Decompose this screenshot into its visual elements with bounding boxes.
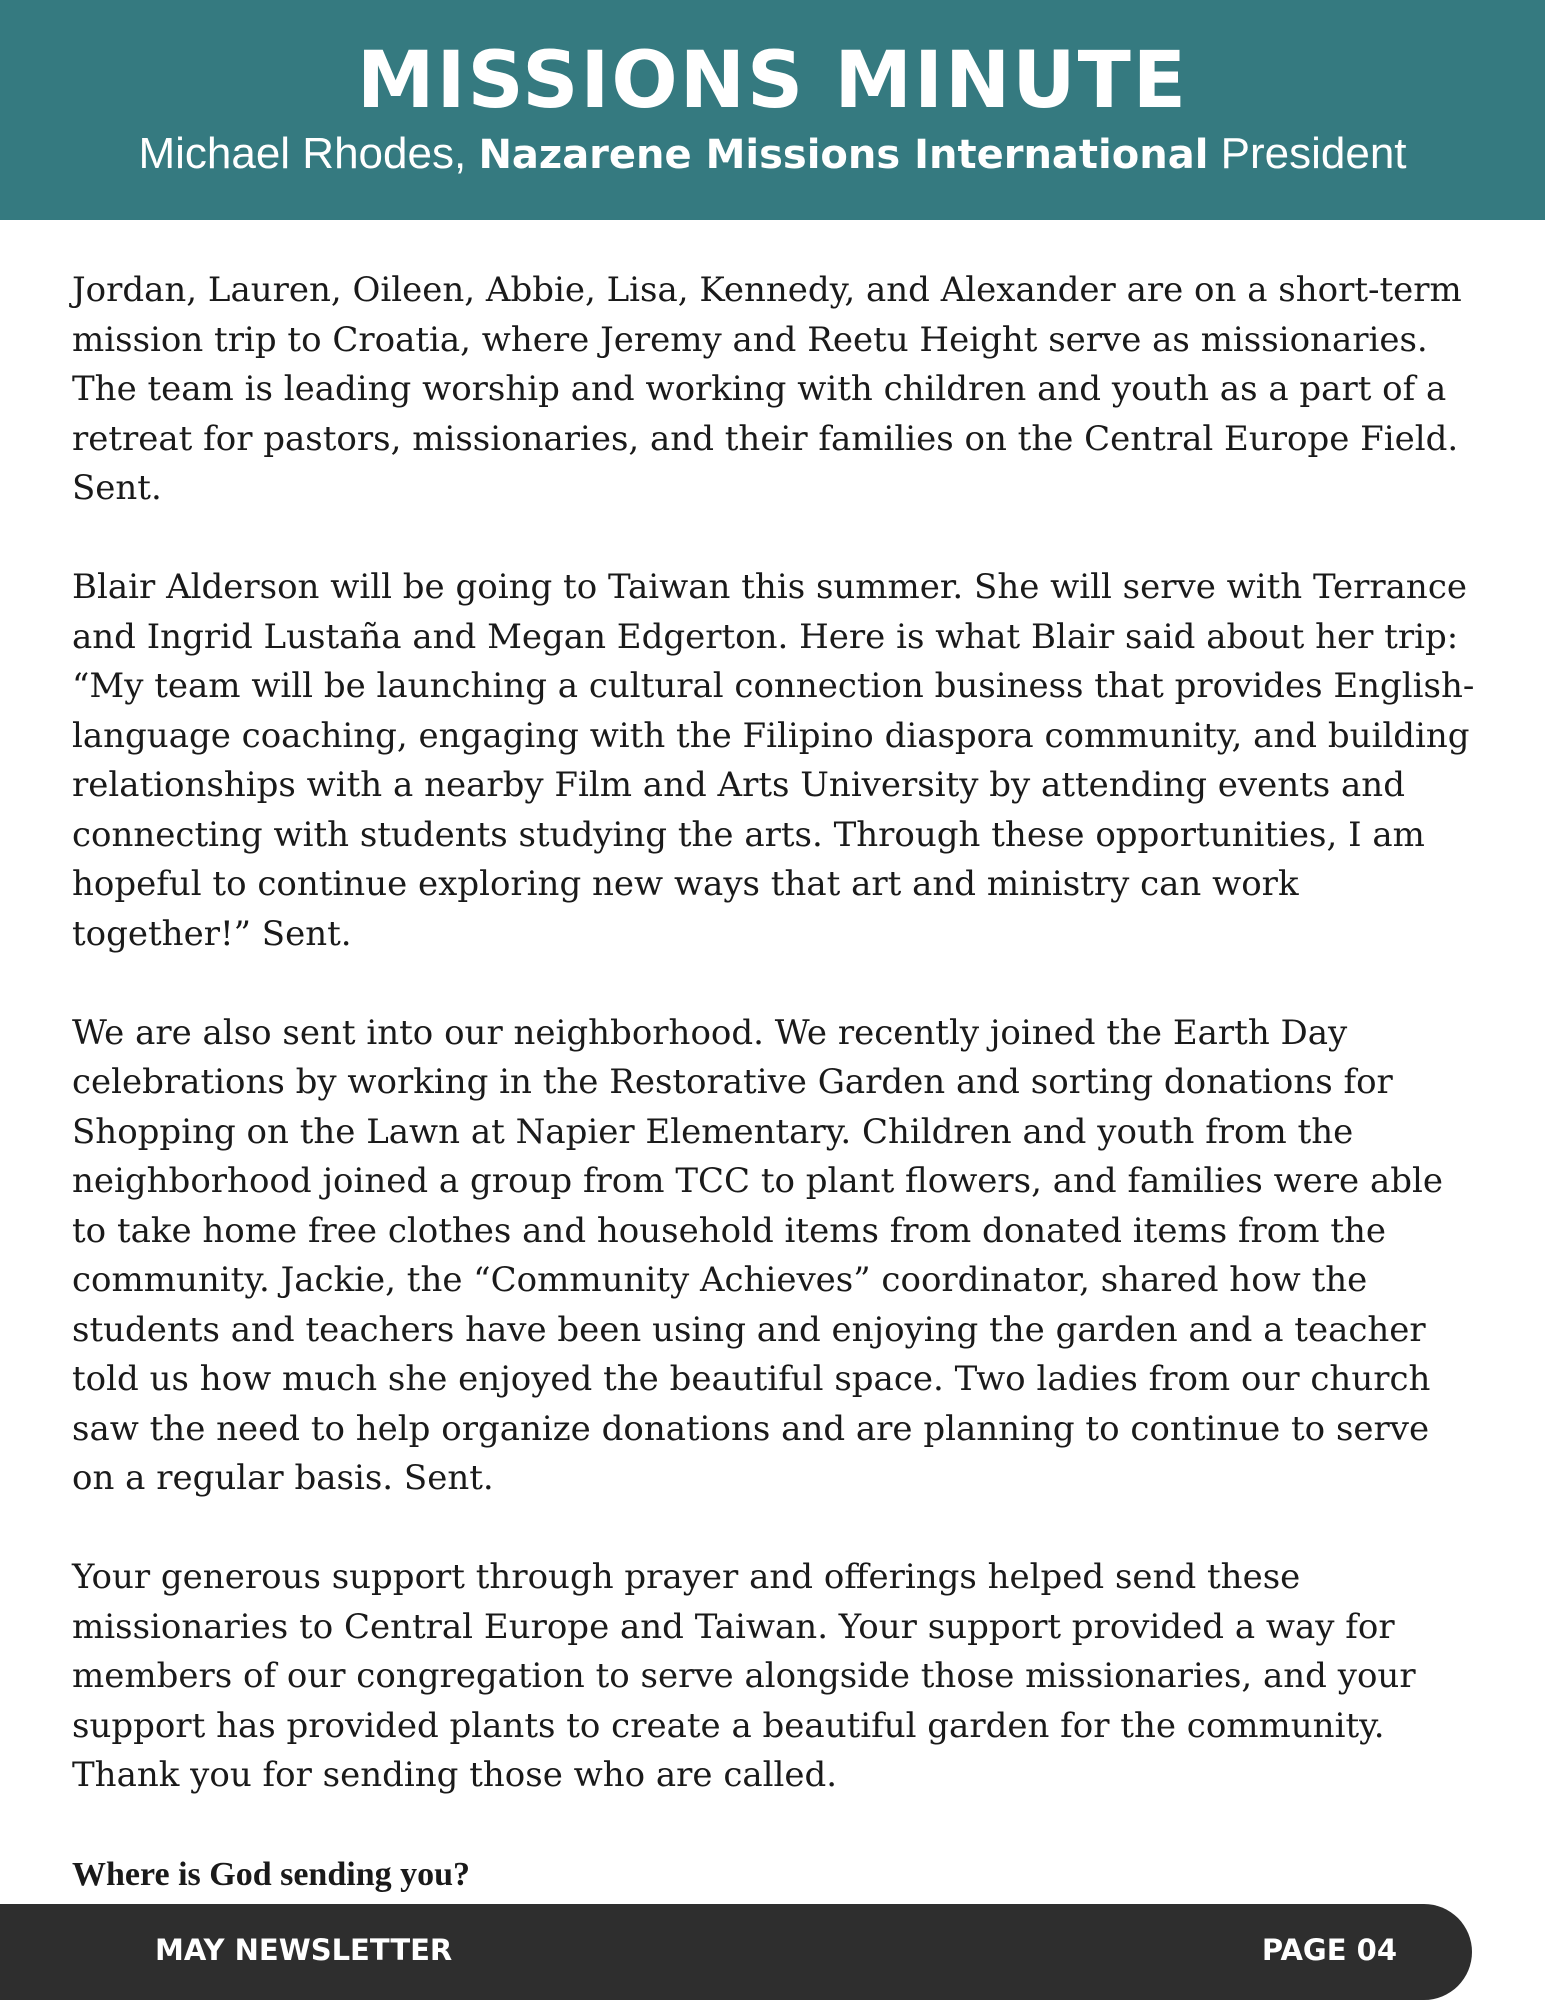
paragraph-neighborhood: We are also sent into our neighborhood. We recently joined the Earth Day celebrations by working in the Restorative Garden and sorting donations for Shopping on the Lawn at Napier Elementary. Children and youth from the neighborhood joined a group from TCC to plant flowers, and families were able to take home free clothes and household items from donated items from the community. Jackie, the “Community Achieves” coordinator, shared how the students and teachers have been using and enjoying the garden and a teacher told us how much she enjoyed the beautiful space. Two ladies from our church saw the need to help organize donations and are planning to continue to serve on a regular basis. Sent. xyxy=(72,1012,1444,1498)
article-body xyxy=(72,266,1482,1949)
paragraph-support: Your generous support through prayer and offerings helped send these missionaries to Central Europe and Taiwan. Your support provided a way for members of our congregation to serve alongside those missionaries, and your support has provided plants to create a beautiful garden for the community. Thank you for sending those who are called. xyxy=(72,1557,1416,1795)
header-banner xyxy=(0,0,1545,220)
page-title: MISSIONS MINUTE xyxy=(356,36,1189,126)
paragraph-taiwan-trip: Blair Alderson will be going to Taiwan this summer. She will serve with Terrance and Ingrid Lustaña and Megan Edgerton. Here is what Blair said about her trip: “My team will be launching a cultural connection business that provides English-language coaching, engaging with the Filipino diaspora community, and building relationships with a nearby Film and Arts University by attending events and connecting with students studying the arts. Through these opportunities, I am hopeful to continue exploring new ways that art and ministry can work together!” Sent. xyxy=(72,567,1475,954)
page-subtitle xyxy=(0,126,1545,183)
author-name: Michael Rhodes, xyxy=(138,129,467,178)
footer-bar xyxy=(0,1904,1472,2000)
newsletter-label: MAY NEWSLETTER xyxy=(155,1933,453,1967)
organization-name: Nazarene Missions International xyxy=(478,132,1209,178)
author-role: President xyxy=(1220,129,1407,178)
paragraph-croatia-trip: Jordan, Lauren, Oileen, Abbie, Lisa, Kennedy, and Alexander are on a short-term mission trip to Croatia, where Jeremy and Reetu Height serve as missionaries. The team is leading worship and working with children and youth as a part of a retreat for pastors, missionaries, and their families on the Central Europe Field. Sent. xyxy=(72,270,1462,508)
page-number: PAGE 04 xyxy=(1261,1933,1397,1967)
closing-question: Where is God sending you? xyxy=(72,1856,471,1893)
